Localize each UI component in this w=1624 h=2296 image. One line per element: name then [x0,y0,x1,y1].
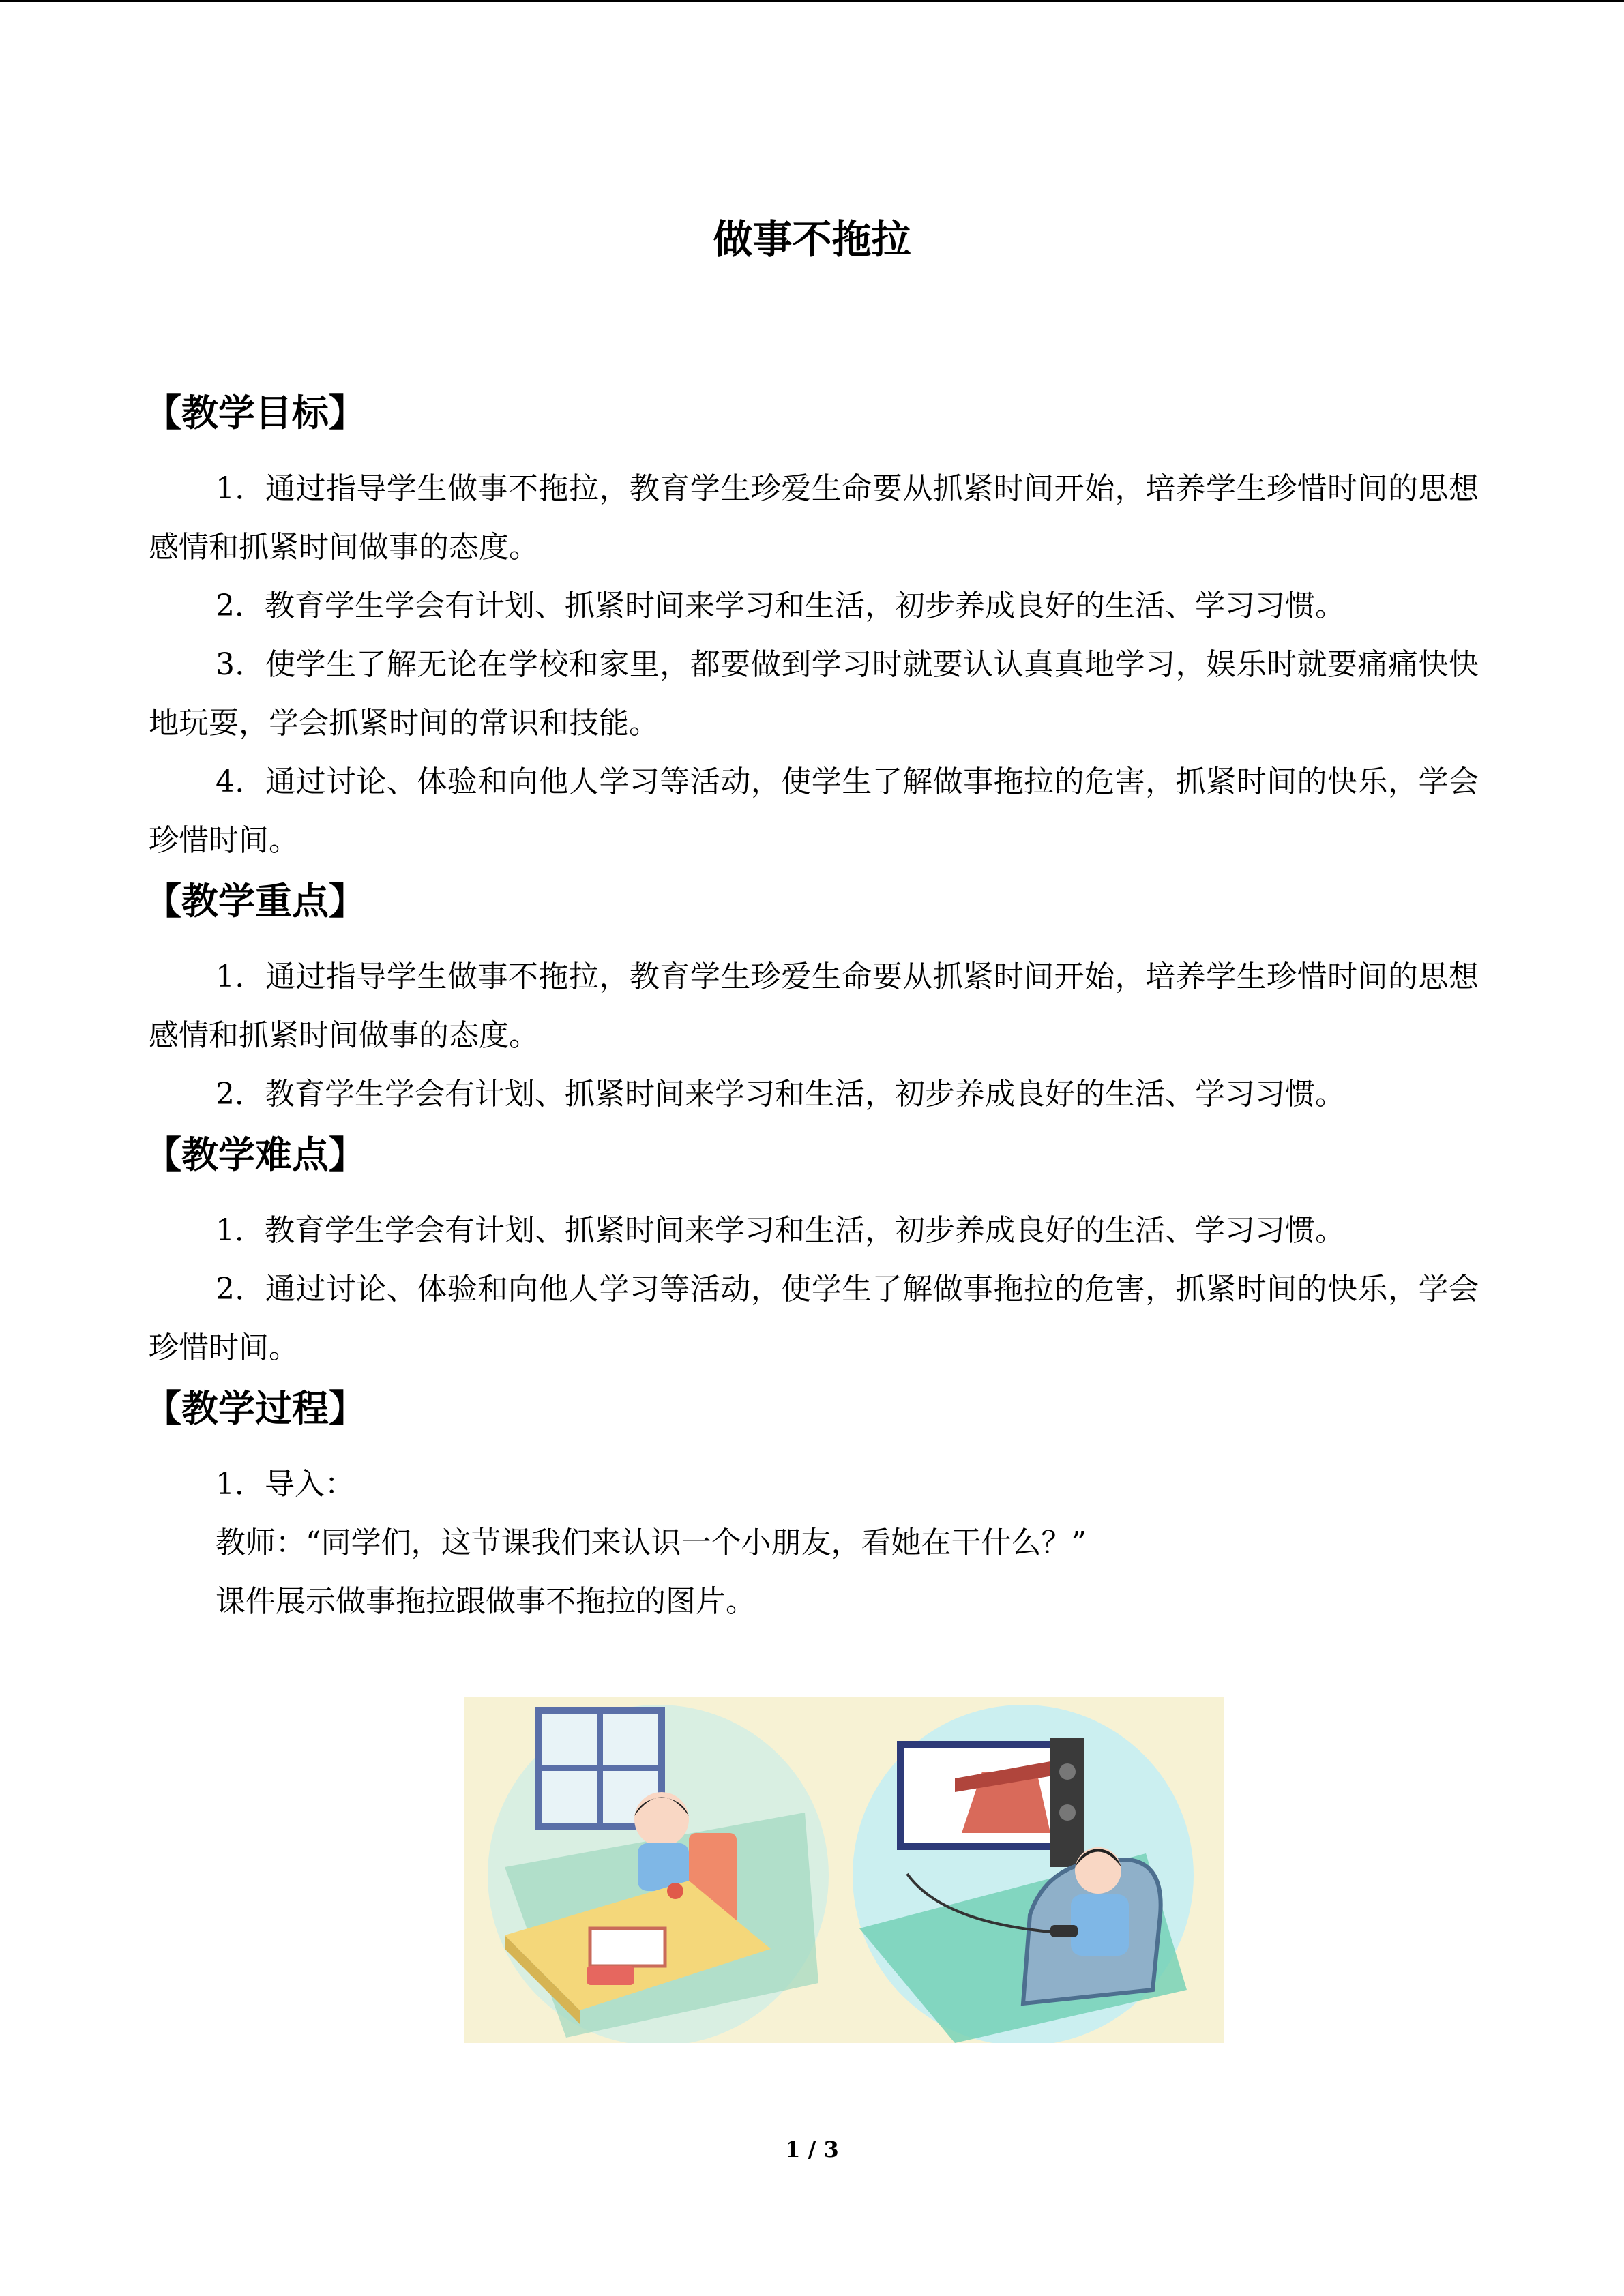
difficulty-item: 2．通过讨论、体验和向他人学习等活动，使学生了解做事拖拉的危害，抓紧时间的快乐，学会珍惜时间。 [149,1272,1479,1365]
process-line: 1．导入： [216,1467,355,1502]
objective-item: 3．使学生了解无论在学校和家里，都要做到学习时就要认认真真地学习，娱乐时就要痛痛快快地玩耍，学会抓紧时间的常识和技能。 [149,647,1479,741]
process-line: 教师：“同学们，这节课我们来认识一个小朋友，看她在干什么？” [216,1525,1087,1560]
difficulty-item: 1．教育学生学会有计划、抓紧时间来学习和生活，初步养成良好的生活、学习习惯。 [216,1213,1345,1248]
illustration-image [464,1697,1224,2043]
objective-item: 4．通过讨论、体验和向他人学习等活动，使学生了解做事拖拉的危害，抓紧时间的快乐，学会珍惜时间。 [149,764,1479,858]
section-heading-key-points: 【教学重点】 [145,879,366,923]
document-title: 做事不拖拉 [713,216,911,263]
objective-item: 2．教育学生学会有计划、抓紧时间来学习和生活，初步养成良好的生活、学习习惯。 [216,588,1345,623]
objective-item: 1．通过指导学生做事不拖拉，教育学生珍爱生命要从抓紧时间开始，培养学生珍惜时间的思想感情和抓紧时间做事的态度。 [149,471,1479,565]
key-point-item: 1．通过指导学生做事不拖拉，教育学生珍爱生命要从抓紧时间开始，培养学生珍惜时间的思想感情和抓紧时间做事的态度。 [149,959,1479,1053]
top-border-line [0,0,1624,2]
section-heading-process: 【教学过程】 [145,1386,366,1430]
section-heading-objectives: 【教学目标】 [145,391,366,434]
studying-girl-scene [488,1705,829,2043]
gaming-girl-scene [853,1705,1194,2043]
key-point-item: 2．教育学生学会有计划、抓紧时间来学习和生活，初步养成良好的生活、学习习惯。 [216,1077,1345,1112]
section-heading-difficulties: 【教学难点】 [145,1133,366,1176]
document-body [145,382,1479,1631]
process-line: 课件展示做事拖拉跟做事不拖拉的图片。 [216,1584,756,1619]
page-number: 1 / 3 [785,2136,839,2162]
